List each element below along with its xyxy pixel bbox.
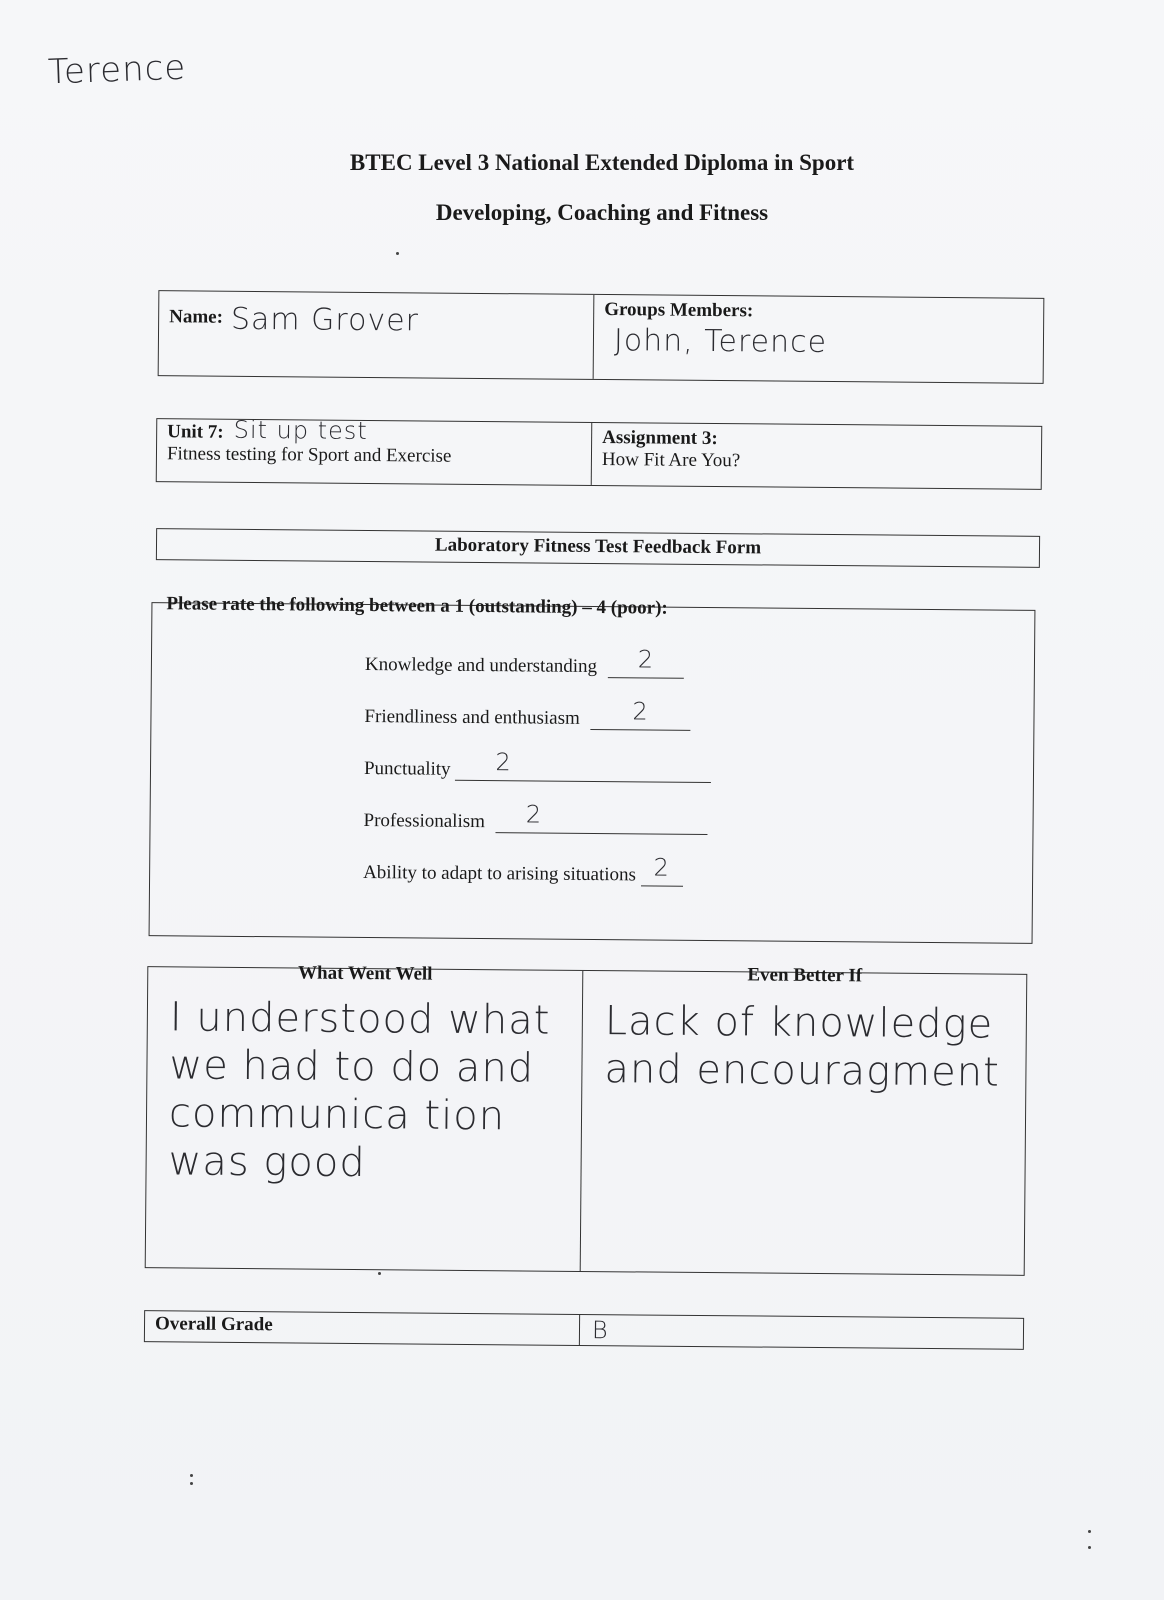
- rating-row-knowledge: [365, 647, 684, 679]
- scan-speck: [190, 1474, 193, 1477]
- rating-value: 2: [653, 853, 671, 882]
- assignment-title: How Fit Are You?: [601, 449, 741, 472]
- unit-title: Fitness testing for Sport and Exercise: [166, 443, 452, 467]
- rating-value: 2: [632, 697, 649, 726]
- ebi-cell: [580, 964, 1027, 1275]
- name-value: Sam Grover: [230, 301, 420, 339]
- www-cell: [146, 962, 583, 1271]
- document-subtitle: Developing, Coaching and Fitness: [435, 200, 769, 225]
- grade-value-cell: [579, 1315, 1023, 1349]
- unit-label: Unit 7:: [167, 421, 224, 443]
- rating-label: Ability to adapt to arising situations: [363, 862, 637, 886]
- www-heading: What Went Well: [297, 962, 433, 985]
- unit-handwritten: Sit up test: [233, 415, 368, 445]
- www-text: I understood what we had to do and communica tion was good: [168, 994, 551, 1187]
- assignment-cell: [591, 423, 1042, 489]
- scan-speck: [1088, 1546, 1091, 1549]
- scan-speck: [378, 1272, 381, 1275]
- unit-cell: [157, 415, 592, 485]
- ratings-prompt: Please rate the following between a 1 (outstanding) – 4 (poor):: [166, 593, 668, 619]
- ebi-text: Lack of knowledge and encouragment: [604, 998, 1000, 1096]
- rating-row-adapt: [363, 855, 683, 887]
- form-title-box: [156, 528, 1040, 568]
- grade-box: [144, 1310, 1024, 1350]
- scan-speck: [396, 252, 399, 255]
- rating-label: Knowledge and understanding: [364, 654, 598, 678]
- rating-row-friendliness: [364, 699, 690, 731]
- grade-label: Overall Grade: [154, 1313, 273, 1336]
- groups-cell: [593, 295, 1044, 383]
- rating-label: Punctuality: [363, 758, 451, 780]
- scan-speck: [1088, 1530, 1091, 1533]
- name-cell: [159, 291, 594, 379]
- rating-label: Friendliness and enthusiasm: [364, 706, 580, 729]
- feedback-box: [145, 962, 1028, 1276]
- rating-row-punctuality: [363, 748, 712, 783]
- grade-label-cell: [145, 1311, 579, 1345]
- rating-value: 2: [637, 645, 655, 674]
- rating-value: 2: [495, 748, 512, 777]
- rating-row-professionalism: [363, 800, 707, 835]
- groups-label: Groups Members:: [604, 299, 754, 322]
- grade-value: B: [591, 1316, 609, 1345]
- ebi-heading: Even Better If: [747, 964, 863, 987]
- rating-label: Professionalism: [363, 810, 486, 833]
- rating-value: 2: [525, 800, 543, 829]
- name-label: Name:: [169, 306, 224, 328]
- info-box: [158, 290, 1045, 384]
- handwritten-top-name: Terence: [47, 47, 187, 93]
- assignment-label: Assignment 3:: [602, 427, 718, 450]
- ratings-box: [149, 593, 1036, 944]
- form-title: Laboratory Fitness Test Feedback Form: [434, 534, 762, 559]
- unit-box: [156, 415, 1043, 490]
- document-title: BTEC Level 3 National Extended Diploma in Sport: [349, 150, 855, 175]
- groups-value: John, Terence: [613, 323, 828, 360]
- scan-speck: [190, 1482, 193, 1485]
